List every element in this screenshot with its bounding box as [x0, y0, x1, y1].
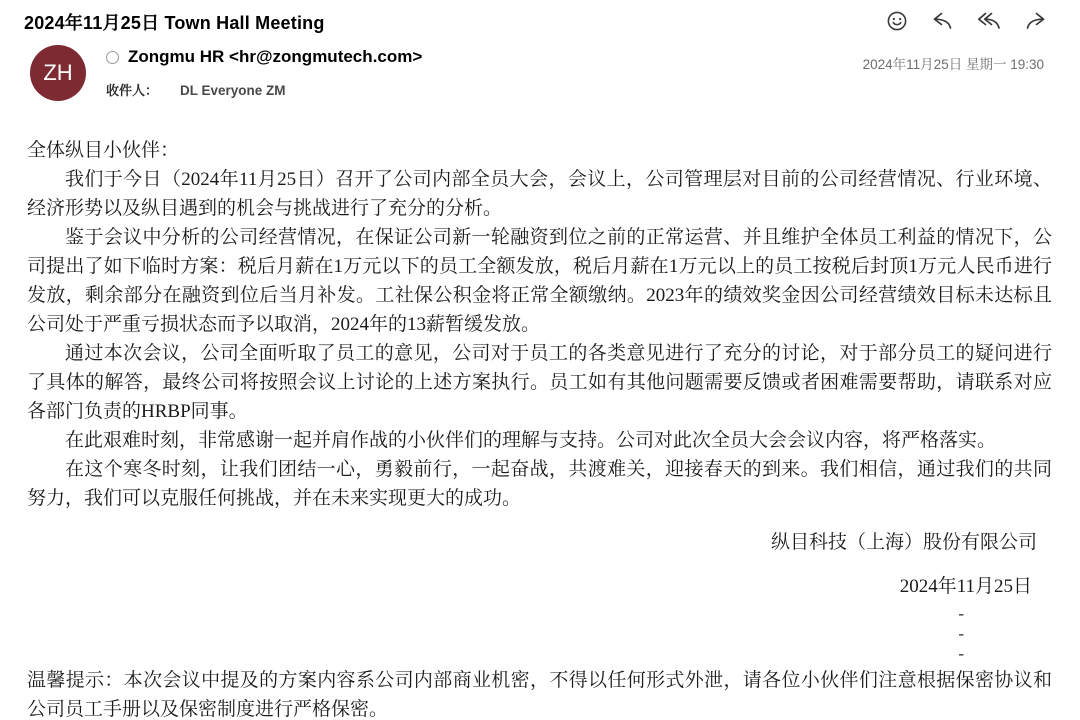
subject-row	[24, 7, 1058, 35]
avatar: ZH	[30, 45, 86, 101]
confidentiality-note: 温馨提示：本次会议中提及的方案内容系公司内部商业机密，不得以任何形式外泄，请各位小伙伴们注意根据保密协议和公司员工手册以及保密制度进行严格保密。	[27, 670, 1052, 720]
dash-line: -	[958, 624, 964, 643]
salutation: 全体纵目小伙伴：	[27, 140, 180, 161]
email-subject: 2024年11月25日 Town Hall Meeting	[24, 13, 325, 33]
mail-header	[0, 0, 1080, 101]
dash-line: -	[958, 604, 964, 623]
body-paragraph: 通过本次会议，公司全面听取了员工的意见，公司对于员工的各类意见进行了充分的讨论，对于部分员工的疑问进行了具体的解答，最终公司将按照会议上讨论的上述方案执行。员工如有其他问题需要反馈或者困难需要帮助，请联系对应各部门负责的HRBP同事。	[27, 343, 1052, 422]
body-paragraph: 我们于今日（2024年11月25日）召开了公司内部全员大会，会议上，公司管理层对目前的公司经营情况、行业环境、经济形势以及纵目遇到的机会与挑战进行了充分的分析。	[27, 169, 1052, 219]
sender-info	[106, 45, 422, 101]
unread-indicator-icon	[106, 51, 119, 64]
sender-row	[24, 45, 1058, 101]
forward-arrow-icon	[1023, 9, 1047, 36]
smiley-face-icon	[885, 9, 909, 36]
dash-block	[27, 604, 1052, 664]
to-label: 收件人：	[106, 83, 159, 98]
body-paragraph: 鉴于会议中分析的公司经营情况，在保证公司新一轮融资到位之前的正常运营、并且维护全体员工利益的情况下，公司提出了如下临时方案：税后月薪在1万元以下的员工全额发放，税后月薪在1万元以上的员工按税后封顶1万元人民币进行发放，剩余部分在融资到位后当月补发。工社保公积金将正常全额缴纳。2023年的绩效奖金因公司经营绩效目标未达标且公司处于严重亏损状态而予以取消，2024年的13薪暂缓发放。	[27, 227, 1052, 335]
header-action-bar	[884, 7, 1058, 35]
forward-button[interactable]	[1022, 9, 1048, 35]
body-paragraph: 在此艰难时刻，非常感谢一起并肩作战的小伙伴们的理解与支持。公司对此次全员大会会议内容，将严格落实。	[65, 430, 997, 451]
recipient-chip[interactable]: DL Everyone ZM	[180, 83, 286, 98]
email-datetime: 2024年11月25日 星期一 19:30	[862, 57, 1044, 72]
signature-date: 2024年11月25日	[899, 576, 1032, 597]
body-paragraph: 在这个寒冬时刻，让我们团结一心，勇毅前行，一起奋战，共渡难关，迎接春天的到来。我们相信，通过我们的共同努力，我们可以克服任何挑战，并在未来实现更大的成功。	[27, 459, 1052, 509]
sender-name[interactable]: Zongmu HR <hr@zongmutech.com>	[128, 47, 423, 66]
reply-all-arrow-icon	[977, 9, 1001, 36]
reply-arrow-icon	[931, 9, 955, 36]
dash-line: -	[958, 644, 964, 663]
reply-button[interactable]	[930, 9, 956, 35]
recipient-row	[106, 80, 422, 99]
reply-all-button[interactable]	[976, 9, 1002, 35]
signature-company: 纵目科技（上海）股份有限公司	[770, 532, 1037, 553]
emoji-reaction-button[interactable]	[884, 9, 910, 35]
email-body	[0, 101, 1080, 720]
